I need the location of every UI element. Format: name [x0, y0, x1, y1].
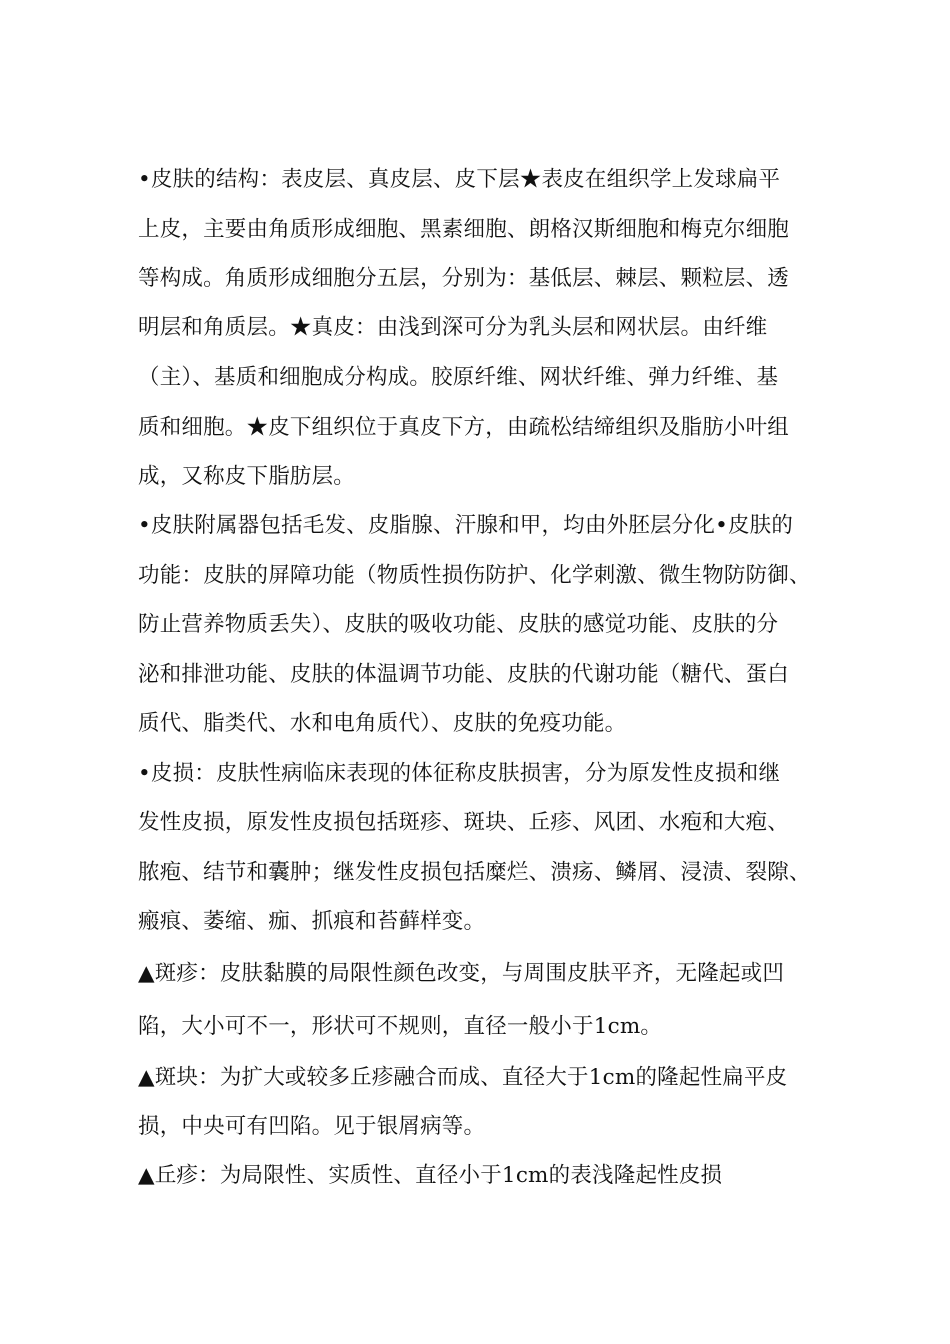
text-line: •皮肤的结构：表皮层、真皮层、皮下层★表皮在组织学上发球扁平: [138, 167, 781, 192]
text-line: 等构成。角质形成细胞分五层，分别为：基低层、棘层、颗粒层、透: [138, 266, 790, 291]
text-line: •皮肤附属器包括毛发、皮脂腺、汗腺和甲，均由外胚层分化•皮肤的: [138, 513, 794, 538]
text-line: 功能：皮肤的屏障功能（物质性损伤防护、化学刺激、微生物防防御、: [138, 563, 811, 588]
text-line: •皮损：皮肤性病临床表现的体征称皮肤损害，分为原发性皮损和继: [138, 761, 781, 786]
text-line: 脓疱、结节和囊肿；继发性皮损包括糜烂、溃疡、鳞屑、浸渍、裂隙、: [138, 860, 811, 885]
text-line: ▲斑疹：皮肤黏膜的局限性颜色改变，与周围皮肤平齐，无隆起或凹: [138, 961, 785, 986]
text-line: 瘢痕、萎缩、痂、抓痕和苔藓样变。: [138, 909, 486, 934]
text-line: （主）、基质和细胞成分构成。胶原纤维、网状纤维、弹力纤维、基: [138, 365, 779, 390]
text-line: 发性皮损，原发性皮损包括斑疹、斑块、丘疹、风团、水疱和大疱、: [138, 810, 790, 835]
text-line: 质代、脂类代、水和电角质代）、皮肤的免疫功能。: [138, 711, 627, 736]
text-line: 成，又称皮下脂肪层。: [138, 464, 356, 489]
text-line: 防止营养物质丢失）、皮肤的吸收功能、皮肤的感觉功能、皮肤的分: [138, 612, 779, 637]
text-line: 上皮，主要由角质形成细胞、黑素细胞、朗格汉斯细胞和梅克尔细胞: [138, 217, 790, 242]
text-line: 陷，大小可不一，形状可不规则，直径一般小于1cm。: [138, 1014, 663, 1039]
text-line: ▲斑块：为扩大或较多丘疹融合而成、直径大于1cm的隆起性扁平皮: [138, 1065, 788, 1090]
text-line: ▲丘疹：为局限性、实质性、直径小于1cm的表浅隆起性皮损: [138, 1163, 723, 1188]
text-line: 损，中央可有凹陷。见于银屑病等。: [138, 1114, 486, 1139]
text-line: 泌和排泄功能、皮肤的体温调节功能、皮肤的代谢功能（糖代、蛋白: [138, 662, 790, 687]
text-line: 明层和角质层。★真皮：由浅到深可分为乳头层和网状层。由纤维: [138, 315, 768, 340]
text-line: 质和细胞。★皮下组织位于真皮下方，由疏松结缔组织及脂肪小叶组: [138, 415, 790, 440]
